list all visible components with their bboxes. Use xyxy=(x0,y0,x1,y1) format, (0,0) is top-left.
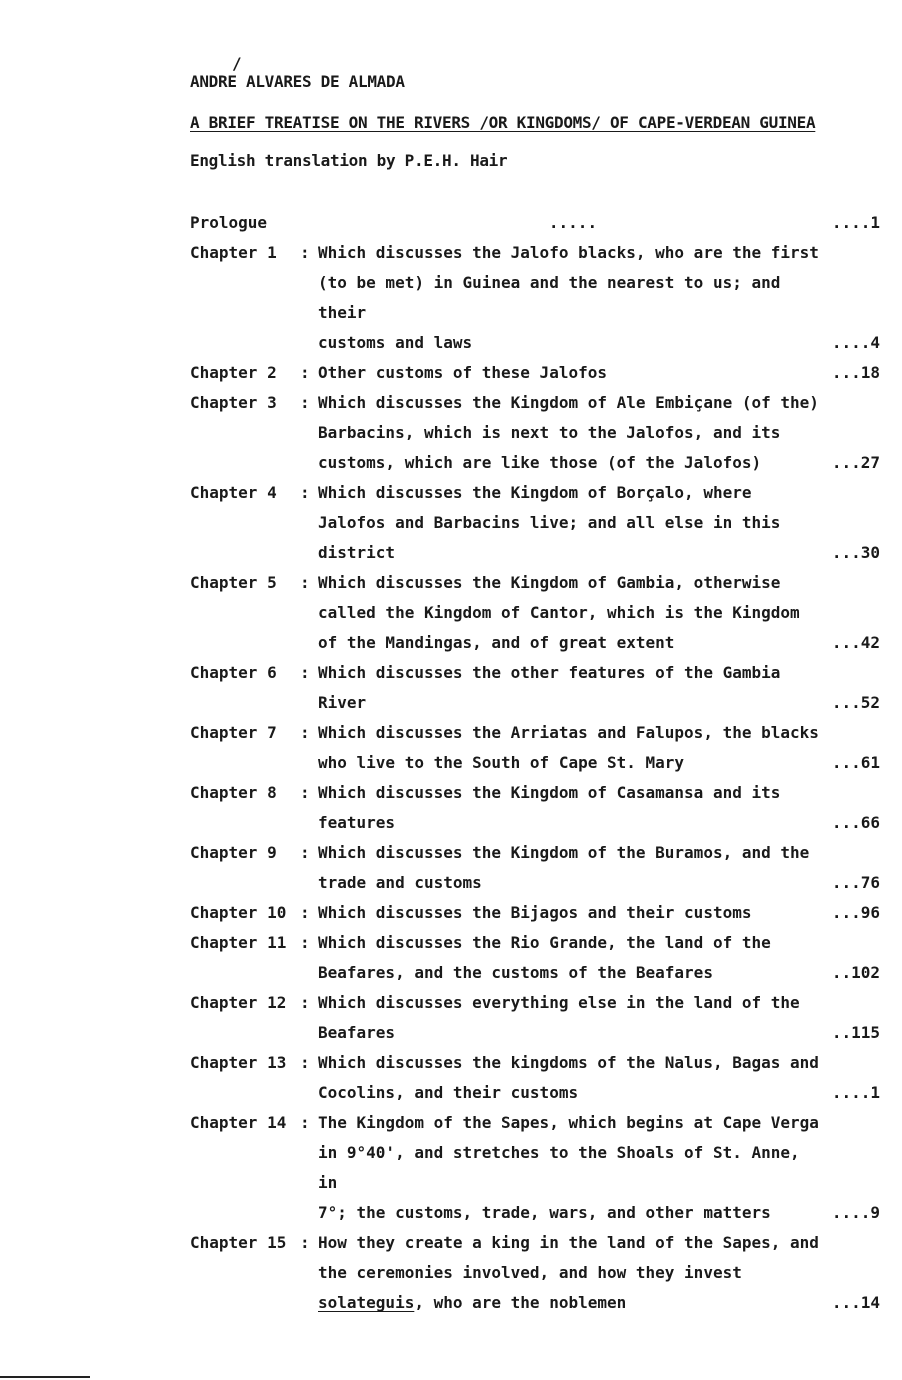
toc-entry xyxy=(190,928,880,988)
toc-entry xyxy=(190,1048,880,1108)
toc-label: Chapter 10 xyxy=(190,903,287,922)
toc-page-number: ...76 xyxy=(831,873,880,892)
toc-chapter-list xyxy=(190,238,880,1318)
translator-credit: English translation by P.E.H. Hair xyxy=(190,151,508,170)
toc-description xyxy=(318,928,828,988)
toc-page-number: ..102 xyxy=(831,963,880,982)
toc-description-line: customs, which are like those (of the Jalofos) xyxy=(318,453,762,472)
toc-label: Chapter 12 xyxy=(190,993,287,1012)
toc-description xyxy=(318,478,828,568)
toc-description-line: How they create a king in the land of the Sapes, and xyxy=(318,1233,819,1252)
toc-label: Chapter 8 xyxy=(190,783,277,802)
toc-description-line: Cocolins, and their customs xyxy=(318,1083,579,1102)
toc-entry xyxy=(190,898,880,928)
toc-colon: : xyxy=(300,363,310,382)
toc-description-line: Which discusses the Kingdom of Borçalo, where xyxy=(318,483,752,502)
toc-page-number: ..115 xyxy=(831,1023,880,1042)
toc-page-number: ....9 xyxy=(831,1203,880,1222)
toc-entry xyxy=(190,838,880,898)
toc-page-number: ...27 xyxy=(831,453,880,472)
toc-colon: : xyxy=(300,933,310,952)
footer-rule xyxy=(0,1376,90,1378)
toc-description xyxy=(318,1048,828,1108)
toc-description-line: Which discusses the Kingdom of the Buramos, and the xyxy=(318,843,810,862)
toc-description-line: Which discusses the other features of the Gambia xyxy=(318,663,781,682)
toc-colon: : xyxy=(300,393,310,412)
toc-description-line: Beafares, and the customs of the Beafares xyxy=(318,963,713,982)
toc-colon: : xyxy=(300,843,310,862)
toc-description xyxy=(318,1228,828,1318)
toc-page-number: ....4 xyxy=(831,333,880,352)
toc-description xyxy=(318,838,828,898)
toc-colon: : xyxy=(300,573,310,592)
toc-label: Chapter 15 xyxy=(190,1233,287,1252)
toc-description-line xyxy=(318,1288,828,1318)
toc-label: Chapter 7 xyxy=(190,723,277,742)
toc-description-line: Which discusses the Kingdom of Casamansa and its xyxy=(318,783,781,802)
toc-description-line: Which discusses the Jalofo blacks, who are the first xyxy=(318,243,819,262)
toc-description-line: Which discusses everything else in the land of the xyxy=(318,993,800,1012)
toc-label: Prologue xyxy=(190,213,268,232)
author-name: ANDRE ALVARES DE ALMADA xyxy=(190,72,405,91)
toc-entry xyxy=(190,388,880,478)
toc-page-number: ...61 xyxy=(831,753,880,772)
toc-entry xyxy=(190,988,880,1048)
toc-description-line: Which discusses the Rio Grande, the land of the xyxy=(318,933,771,952)
toc-page-number: ...30 xyxy=(831,543,880,562)
toc-description-line: Other customs of these Jalofos xyxy=(318,363,607,382)
toc-label: Chapter 5 xyxy=(190,573,277,592)
toc-colon: : xyxy=(300,993,310,1012)
toc-description xyxy=(318,238,828,358)
toc-label: Chapter 1 xyxy=(190,243,277,262)
toc-description-line: district xyxy=(318,543,396,562)
toc-label: Chapter 11 xyxy=(190,933,287,952)
toc-description xyxy=(318,568,828,658)
toc-description-line: (to be met) in Guinea and the nearest to us; and their xyxy=(318,273,781,322)
toc-label: Chapter 9 xyxy=(190,843,277,862)
toc-colon: : xyxy=(300,903,310,922)
toc-page-number: ...14 xyxy=(831,1293,880,1312)
toc-label: Chapter 13 xyxy=(190,1053,287,1072)
toc-colon: : xyxy=(300,483,310,502)
toc-description-line: Which discusses the Bijagos and their customs xyxy=(318,903,752,922)
toc-description xyxy=(318,1108,828,1228)
accent-mark: / xyxy=(232,54,242,73)
toc-description-line: Which discusses the Arriatas and Falupos, the blacks xyxy=(318,723,819,742)
toc-label: Chapter 6 xyxy=(190,663,277,682)
document-title: A BRIEF TREATISE ON THE RIVERS /OR KINGDOMS/ OF CAPE-VERDEAN GUINEA xyxy=(190,113,816,132)
toc-entry xyxy=(190,1108,880,1228)
toc-description xyxy=(318,358,828,388)
toc-description xyxy=(318,898,828,928)
toc-entry xyxy=(190,358,880,388)
toc-page-number: ....1 xyxy=(831,213,880,232)
toc-description-line: Jalofos and Barbacins live; and all else in this xyxy=(318,513,781,532)
toc-colon: : xyxy=(300,783,310,802)
toc-entry xyxy=(190,658,880,718)
toc-entry xyxy=(190,478,880,568)
toc-entry-prologue xyxy=(190,208,880,238)
toc-entry xyxy=(190,778,880,838)
toc-label: Chapter 4 xyxy=(190,483,277,502)
toc-description xyxy=(318,718,828,778)
toc-description xyxy=(318,988,828,1048)
toc-description-line: Which discusses the Kingdom of Ale Embiçane (of the) xyxy=(318,393,819,412)
toc-description-line: who live to the South of Cape St. Mary xyxy=(318,753,685,772)
toc-description-line: of the Mandingas, and of great extent xyxy=(318,633,675,652)
toc-colon: : xyxy=(300,723,310,742)
table-of-contents xyxy=(190,208,880,1318)
toc-colon: : xyxy=(300,1113,310,1132)
toc-description-line: 7°; the customs, trade, wars, and other matters xyxy=(318,1203,771,1222)
toc-description-line: customs and laws xyxy=(318,333,473,352)
toc-description-line: the ceremonies involved, and how they invest xyxy=(318,1263,742,1282)
toc-colon: : xyxy=(300,1233,310,1252)
toc-page-number: ...52 xyxy=(831,693,880,712)
toc-page-number: ...66 xyxy=(831,813,880,832)
toc-entry xyxy=(190,238,880,358)
toc-description-line: called the Kingdom of Cantor, which is the Kingdom xyxy=(318,603,800,622)
toc-description-line: in 9°40', and stretches to the Shoals of St. Anne, in xyxy=(318,1143,800,1192)
toc-entry xyxy=(190,718,880,778)
toc-description-line: Beafares xyxy=(318,1023,396,1042)
toc-page-number: ...18 xyxy=(831,363,880,382)
toc-description-line: River xyxy=(318,693,367,712)
toc-label: Chapter 3 xyxy=(190,393,277,412)
toc-page-number: ...96 xyxy=(831,903,880,922)
toc-description-line: Barbacins, which is next to the Jalofos, and its xyxy=(318,423,781,442)
toc-page-number: ...42 xyxy=(831,633,880,652)
toc-label: Chapter 14 xyxy=(190,1113,287,1132)
toc-description xyxy=(318,388,828,478)
toc-description-line: features xyxy=(318,813,396,832)
toc-description-line: trade and customs xyxy=(318,873,482,892)
toc-entry xyxy=(190,568,880,658)
toc-description xyxy=(318,778,828,838)
toc-description-line: The Kingdom of the Sapes, which begins at Cape Verga xyxy=(318,1113,819,1132)
toc-leader-dots: ..... xyxy=(548,213,598,232)
toc-colon: : xyxy=(300,1053,310,1072)
toc-label: Chapter 2 xyxy=(190,363,277,382)
toc-entry xyxy=(190,1228,880,1318)
toc-description-line: Which discusses the Kingdom of Gambia, otherwise xyxy=(318,573,781,592)
toc-description-rest: , who are the noblemen xyxy=(414,1293,627,1312)
toc-colon: : xyxy=(300,243,310,262)
toc-description-line: Which discusses the kingdoms of the Nalus, Bagas and xyxy=(318,1053,819,1072)
toc-description xyxy=(318,658,828,718)
underlined-term: solateguis xyxy=(318,1293,415,1312)
toc-colon: : xyxy=(300,663,310,682)
toc-page-number: ....1 xyxy=(831,1083,880,1102)
